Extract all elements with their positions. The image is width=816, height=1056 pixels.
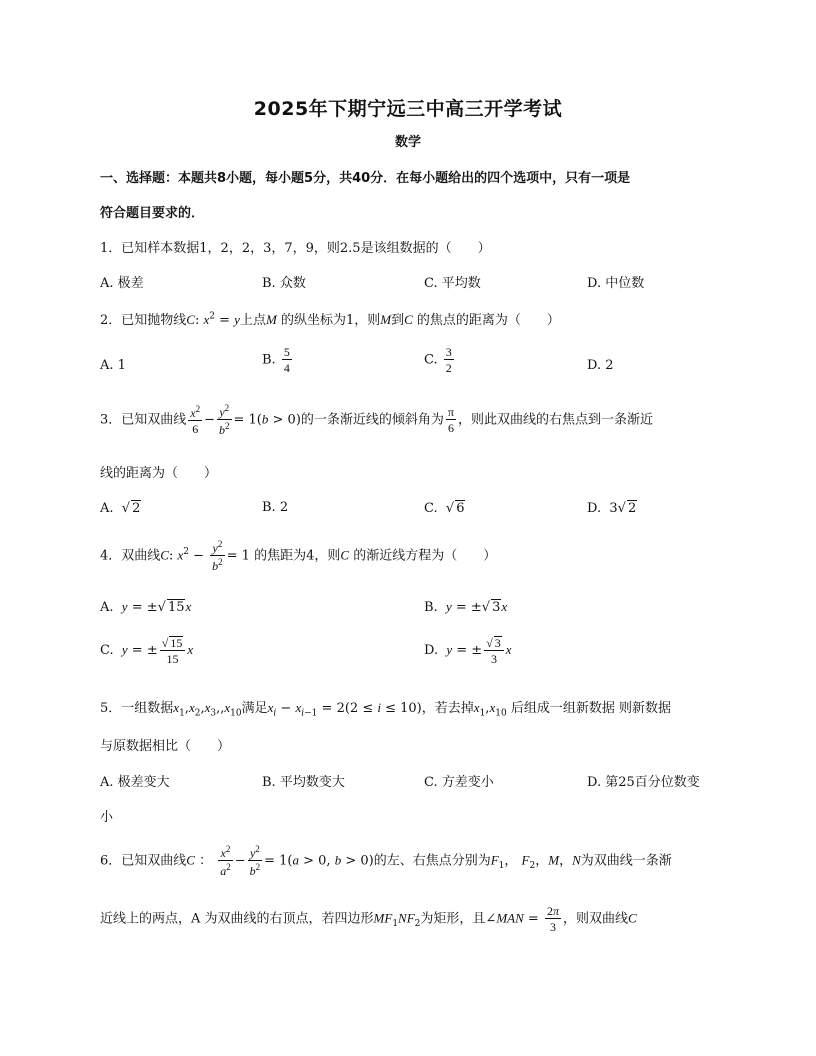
question-1-stem: 1．已知样本数据1，2，2，3，7，9，则2.5是该组数据的（ ） [100,241,491,256]
question-6-stem-cont: 近线上的两点，A 为双曲线的右顶点，若四边形$MF_1NF_2$为矩形，且∠MAN = $\frac{2\pi}{3}$ ，则双曲线C [100,904,637,934]
q3-option-d: D. 3√ 2 [587,501,637,516]
q4-option-c: C. y = ± $\frac{√ 15}{15}$ x [100,636,194,666]
q1-option-a: A. 极差 [100,276,144,291]
question-3-stem-cont: 线的距离为（ ） [100,466,218,481]
section-header: 一、选择题：本题共8小题，每小题5分，共40分．在每小题给出的四个选项中，只有一项是 [100,171,631,186]
q3-option-c: C. √ 6 [424,501,465,516]
q2-option-a: A. 1 [100,358,126,373]
question-3-stem: 3．已知双曲线 $\frac{x^2}{6}$ − $\frac{y^2}{b^2}$ = 1(b > 0)的一条渐近线的倾斜角为 $\frac{\pi}{6}$ ，则此双曲线的右焦点到一条渐近 [100,403,653,437]
question-4-stem: 4．双曲线C: $x^2$ − $\frac{y^2}{b^2}$ = 1 的焦距为4，则C 的渐近线方程为（ ） [100,539,497,573]
q2-option-b: B. $\frac{5}{4}$ [262,345,290,375]
q5-option-c: C. 方差变小 [424,775,494,790]
question-6-stem: 6．已知双曲线C ： $\frac{x^2}{a^2}$ − $\frac{y^2}{b^2}$ = 1(a > 0, b > 0)的左、右焦点分别为$F_1$， $F_2$，M，N为双曲线一条渐 [100,844,672,878]
question-5-stem-cont: 与原数据相比（ ） [100,739,231,754]
q4-option-a: A. y = ±√ 15x [100,599,192,615]
q5-option-d-wrap: 小 [100,810,114,825]
section-header-cont: 符合题目要求的． [100,206,205,221]
q5-option-b: B. 平均数变大 [262,775,345,790]
q2-option-d: D. 2 [587,358,614,373]
q4-option-d: D. y = ± $\frac{√ 3}{3}$ x [424,636,512,666]
q3-option-a: A. √ 2 [100,501,141,516]
q4-option-b: B. y = ±√ 3x [424,599,508,615]
subject-label: 数学 [394,135,421,150]
q5-option-d: D. 第25百分位数变 [587,775,700,790]
q3-option-b: B. 2 [262,500,289,515]
q2-option-c: C. $\frac{3}{2}$ [424,345,452,375]
q1-option-d: D. 中位数 [587,276,645,291]
q1-option-c: C. 平均数 [424,276,481,291]
q5-option-a: A. 极差变大 [100,775,170,790]
page-title: 2025年下期宁远三中高三开学考试 [253,98,563,120]
question-5-stem: 5．一组数据$x_1,x_2,x_3,,x_{10}$满足$x_i - x_{i-1} = 2(2 \le i \le 10)$，若去掉$x_1,x_{10}$ 后组成一组新数据 则新数据 [100,700,671,719]
question-2-stem: 2．已知抛物线C: $x^2 = y$上点M 的纵坐标为1，则M到C 的焦点的距离为（ ） [100,311,560,328]
q1-option-b: B. 众数 [262,276,306,291]
